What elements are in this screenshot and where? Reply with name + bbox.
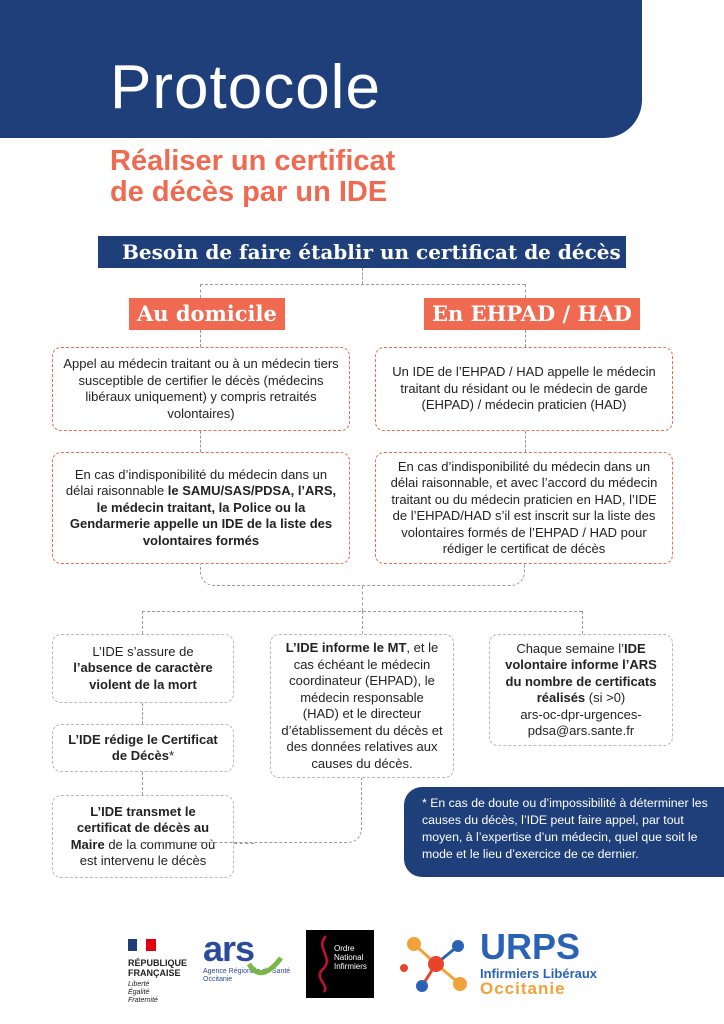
connector — [200, 330, 201, 347]
connector — [142, 611, 143, 634]
ars-swoosh-icon — [247, 952, 283, 982]
connector — [200, 284, 201, 298]
domicile-call-box: Appel au médecin traitant ou à un médecin tiers susceptible de certifier le décès (médecins libéraux uniquement) y compris retraités volontaires) — [52, 347, 350, 431]
connector — [200, 431, 201, 452]
republique-francaise-logo: RÉPUBLIQUE FRANÇAISE Liberté Égalité Fraternité — [128, 938, 198, 998]
ordre-national-infirmiers-logo: Ordre National Infirmiers — [306, 930, 374, 998]
connector — [234, 843, 254, 844]
tag-ehpad-had: En EHPAD / HAD — [424, 298, 640, 330]
page-title: Protocole — [110, 53, 381, 122]
merge-connector — [200, 564, 525, 586]
connector — [362, 586, 363, 611]
subtitle-line-1: Réaliser un certificat — [110, 145, 396, 177]
redige-certificat-box: L’IDE rédige le Certificat de Décès* — [52, 724, 234, 772]
connector — [362, 611, 363, 634]
connector — [142, 778, 362, 843]
ars-logo: ars Agence Régionale de Santé Occitanie — [203, 928, 291, 983]
page-subtitle — [110, 146, 395, 208]
footnote-box: * En cas de doute ou d’impossibilité à déterminer les causes du décès, l’IDE peut faire appel, par tout moyen, à l’expertise d’un médecin, quel que soit le mode et le lieu d’exercice de ce dernier. — [404, 787, 724, 877]
connector — [362, 268, 363, 284]
need-bar: Besoin de faire établir un certificat de décès — [98, 236, 626, 268]
tag-domicile: Au domicile — [129, 298, 285, 330]
transmet-maire-box: L’IDE transmet le certificat de décès au Maire de la commune où est intervenu le décès — [52, 795, 234, 878]
informe-mt-box: L’IDE informe le MT, et le cas échéant le médecin coordinateur (EHPAD), le médecin responsable (HAD) et le directeur d’établissement du décès et des données relatives aux causes du décès. — [270, 634, 454, 778]
ehpad-unavailable-box: En cas d’indisponibilité du médecin dans un délai raisonnable, et avec l’accord du médecin traitant ou du médecin praticien en HAD, l’IDE de l’EHPAD/HAD s’il est inscrit sur la liste des volontaires formés de l’EHPAD / HAD pour rédiger le certificat de décès — [375, 452, 673, 564]
urps-logo: URPS Infirmiers Libéraux Occitanie — [400, 928, 610, 1000]
connector — [200, 284, 525, 285]
connector — [525, 431, 526, 452]
connector — [525, 284, 526, 298]
domicile-unavailable-box: En cas d’indisponibilité du médecin dans un délai raisonnable le SAMU/SAS/PDSA, l’ARS, le médecin traitant, la Police ou la Gendarmerie appelle un IDE de la liste des volontaires formés — [52, 452, 350, 564]
weekly-report-box: Chaque semaine l’IDE volontaire informe l’ARS du nombre de certificats réalisés (si >0) ars-oc-dpr-urgences-pdsa@ars.sante.fr — [489, 634, 673, 746]
connector — [582, 611, 583, 634]
urps-molecule-icon — [400, 930, 472, 998]
ars-email-link[interactable]: ars-oc-dpr-urgences-pdsa@ars.sante.fr — [520, 706, 642, 738]
connector — [142, 703, 143, 724]
subtitle-line-2: de décès par un IDE — [110, 176, 388, 208]
ehpad-call-box: Un IDE de l’EHPAD / HAD appelle le médecin traitant du résidant ou le médecin de garde (EHPAD) / médecin praticien (HAD) — [375, 347, 673, 431]
absence-violence-box: L’IDE s’assure de l’absence de caractère violent de la mort — [52, 634, 234, 703]
connector — [525, 330, 526, 347]
marianne-icon — [128, 939, 156, 951]
